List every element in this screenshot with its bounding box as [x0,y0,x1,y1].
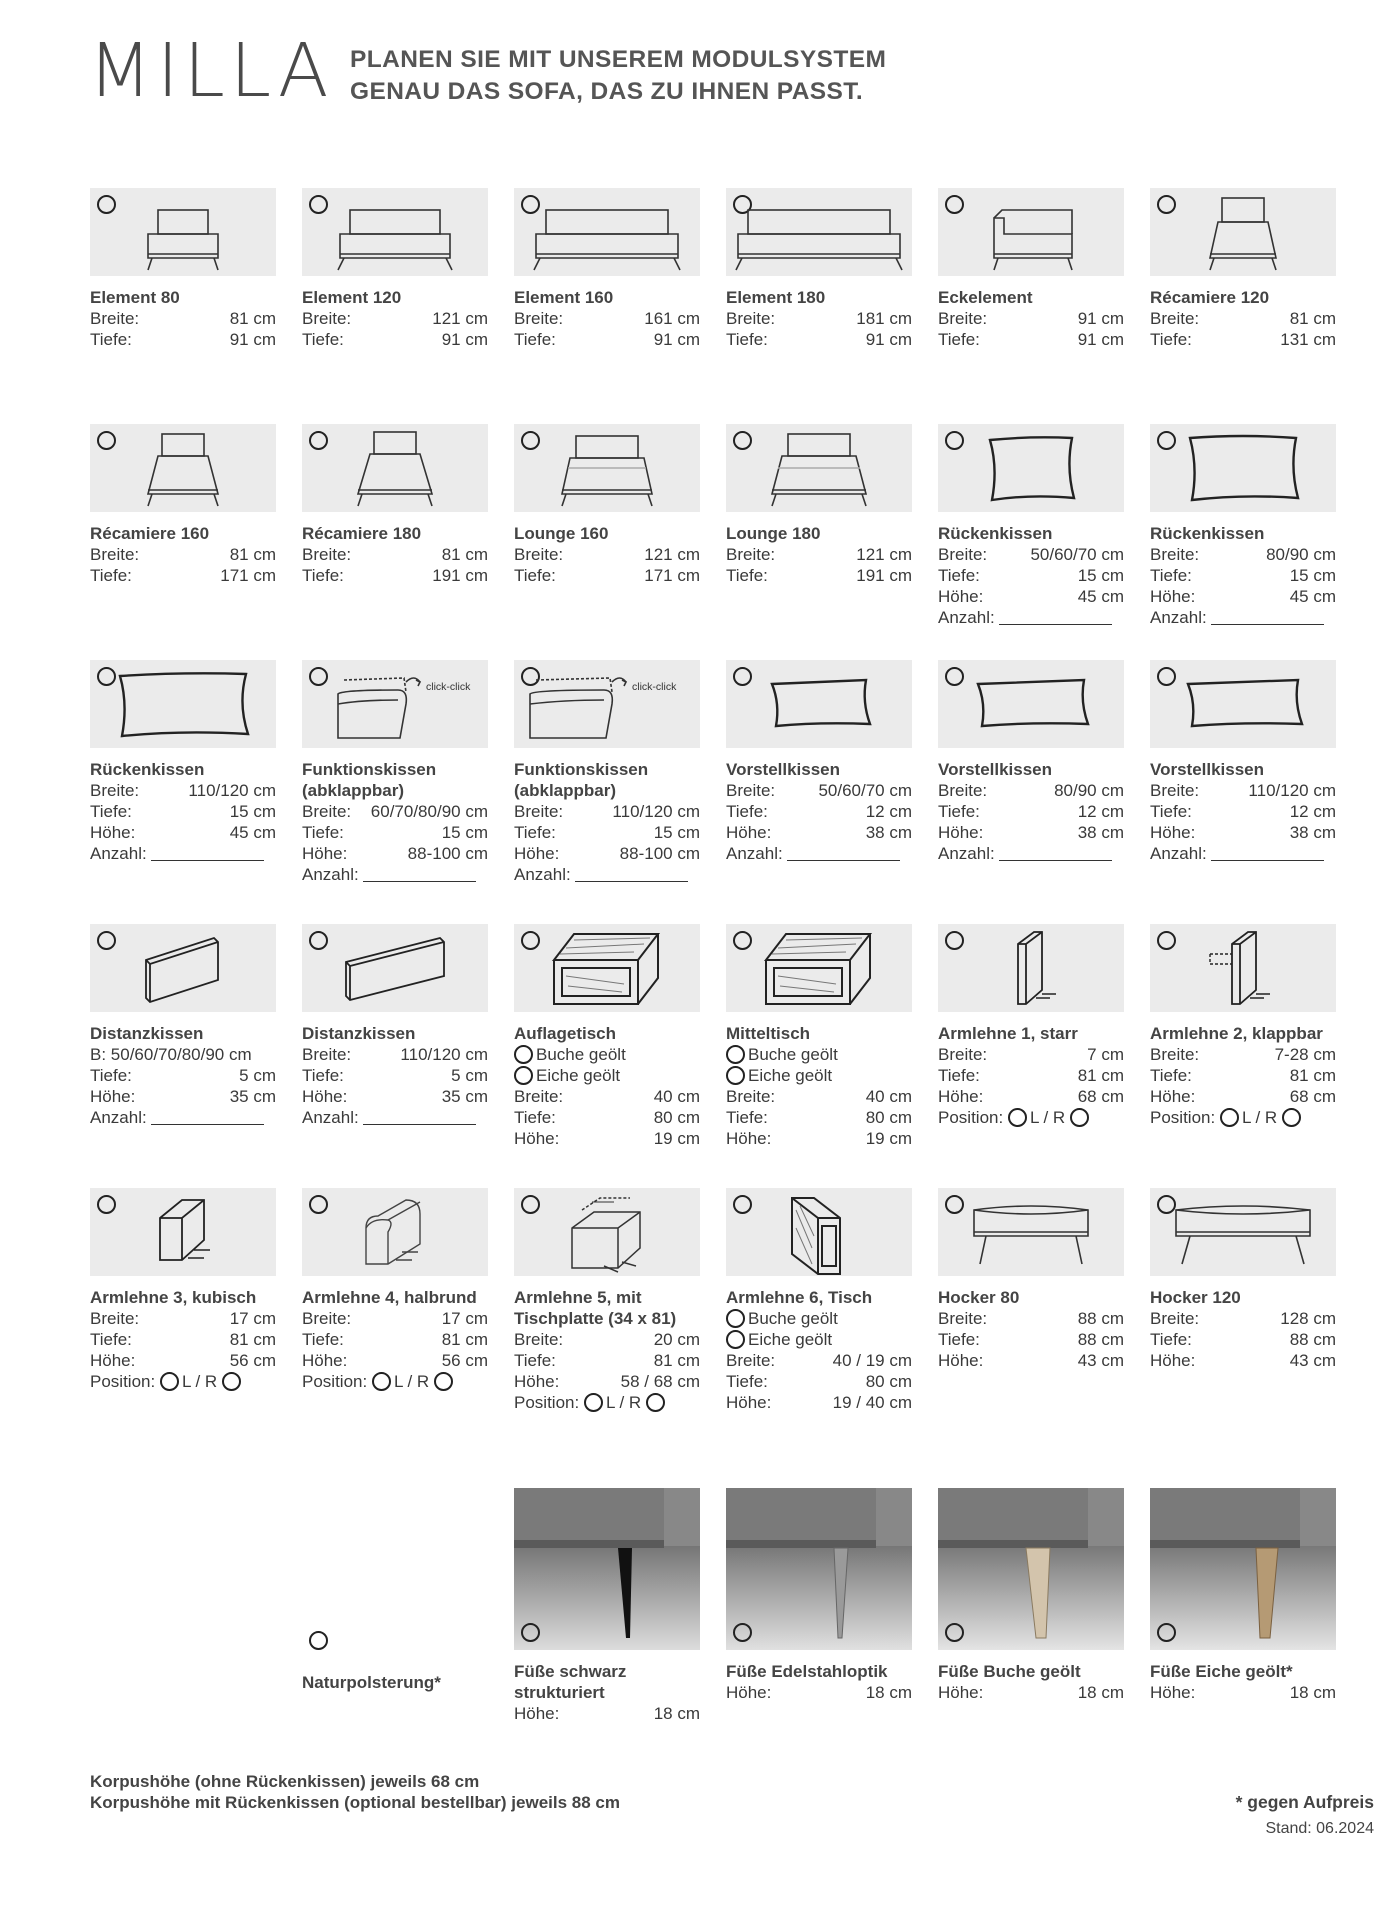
quantity-line[interactable] [787,845,900,861]
module-title: Armlehne 1, starr [938,1024,1078,1043]
surcharge-note: * gegen Aufpreis [1235,1792,1374,1812]
side-table-icon [514,924,700,1012]
tiefe-value: 91 cm [441,330,488,349]
tiefe-value: 80 cm [865,1108,912,1127]
hoehe-value: 45 cm [1289,587,1336,606]
hoehe-value: 56 cm [229,1351,276,1370]
tiefe-value: 191 cm [856,566,912,585]
hoehe-value: 19 cm [865,1129,912,1148]
breite-value: 60/70/80/90 cm [370,802,488,821]
tiefe-value: 12 cm [1289,802,1336,821]
module-title: Funktionskissen [514,760,649,779]
recamiere-icon [302,424,488,512]
module-title: Distanzkissen [90,1024,204,1043]
breite-value: 7-28 cm [1274,1045,1336,1064]
headline-line-2: GENAU DAS SOFA, DAS ZU IHNEN PASST. [350,78,864,105]
module-card: Eckelement Breite: 91 cm Tiefe: 91 cm [938,188,1124,350]
module-card: Auflagetisch Buche geölt Eiche geölt Breite: 40 cm Tiefe: 80 cm Höhe: 19 cm [514,924,700,1149]
hoehe-value: 35 cm [441,1087,488,1106]
tiefe-value: 5 cm [451,1066,488,1085]
module-card: Lounge 180 Breite: 121 cm Tiefe: 191 cm [726,424,912,586]
tiefe-value: 131 cm [1280,330,1336,349]
breite-value: 80/90 cm [1054,781,1124,800]
footer-note-1: Korpushöhe (ohne Rückenkissen) jeweils 68 cm [90,1772,480,1791]
tiefe-value: 15 cm [441,823,488,842]
armrest-cubic-icon [90,1188,276,1276]
module-title: Rückenkissen [1150,524,1265,543]
tiefe-value: 91 cm [1077,330,1124,349]
quantity-line[interactable] [1211,845,1324,861]
position-left-radio[interactable] [1220,1108,1239,1127]
quantity-line[interactable] [363,866,476,882]
tiefe-value: 15 cm [653,823,700,842]
breite-value: 121 cm [644,545,700,564]
module-card: Rückenkissen Breite: 50/60/70 cm Tiefe: 15 cm Höhe: 45 cm Anzahl: [938,424,1124,628]
feet-select-radio[interactable] [733,1623,752,1642]
breite-value: 17 cm [229,1309,276,1328]
spacer-cushion-icon [302,924,488,1012]
option-buche-radio[interactable] [726,1045,745,1064]
hoehe-value: 35 cm [229,1087,276,1106]
module-title: Element 80 [90,288,180,307]
page-headline [350,44,886,108]
position-left-radio[interactable] [372,1372,391,1391]
breite-value: 81 cm [229,545,276,564]
module-title: Element 160 [514,288,614,307]
breite-value: 20 cm [653,1330,700,1349]
stool-icon [938,1188,1124,1276]
recamiere-icon [1150,188,1336,276]
tiefe-value: 81 cm [229,1330,276,1349]
module-card: Element 180 Breite: 181 cm Tiefe: 91 cm [726,188,912,350]
module-title: Armlehne 3, kubisch [90,1288,257,1307]
armrest-shelf-icon [726,1188,912,1276]
option-eiche-radio[interactable] [726,1330,745,1349]
module-title: Eckelement [938,288,1033,307]
breite-value: 121 cm [432,309,488,328]
cushion-icon [90,660,276,748]
hoehe-value: 38 cm [865,823,912,842]
tiefe-value: 88 cm [1289,1330,1336,1349]
milla-logo: MILLA [88,28,334,114]
module-title: Vorstellkissen [726,760,841,779]
quantity-line[interactable] [151,845,264,861]
breite-value: 50/60/70/80/90 cm [110,1045,252,1064]
tiefe-value: 12 cm [1077,802,1124,821]
hoehe-value: 56 cm [441,1351,488,1370]
sofa-element-icon [302,188,488,276]
spacer-cushion-icon [90,924,276,1012]
hoehe-value: 88-100 cm [619,844,700,863]
position-left-radio[interactable] [584,1393,603,1412]
function-cushion-icon [514,660,700,748]
hoehe-value: 38 cm [1289,823,1336,842]
module-title: Funktionskissen [302,760,437,779]
breite-value: 81 cm [1289,309,1336,328]
module-card: Element 160 Breite: 161 cm Tiefe: 91 cm [514,188,700,350]
tiefe-value: 81 cm [1077,1066,1124,1085]
module-card: Récamiere 160 Breite: 81 cm Tiefe: 171 cm [90,424,276,586]
naturpolsterung-label: Naturpolsterung* [302,1673,441,1692]
tiefe-value: 171 cm [644,566,700,585]
tiefe-value: 81 cm [1289,1066,1336,1085]
position-right-radio[interactable] [434,1372,453,1391]
hoehe-value: 18 cm [653,1704,700,1723]
breite-value: 88 cm [1077,1309,1124,1328]
module-title: Distanzkissen [302,1024,416,1043]
hoehe-value: 18 cm [1289,1683,1336,1702]
quantity-line[interactable] [575,866,688,882]
module-title: Hocker 120 [1150,1288,1241,1307]
function-cushion-icon [302,660,488,748]
hoehe-value: 38 cm [1077,823,1124,842]
feet-select-radio[interactable] [521,1623,540,1642]
hoehe-value: 19 cm [653,1129,700,1148]
breite-value: 40 / 19 cm [832,1351,912,1370]
breite-value: 121 cm [856,545,912,564]
tiefe-value: 15 cm [229,802,276,821]
tiefe-value: 5 cm [239,1066,276,1085]
feet-photo-beech [938,1488,1124,1650]
breite-value: 110/120 cm [612,802,700,821]
module-card: Armlehne 5, mit Tischplatte (34 x 81) Breite: 20 cm Tiefe: 81 cm Höhe: 58 / 68 cm Position: L / R [514,1188,700,1413]
tiefe-value: 91 cm [865,330,912,349]
module-card: Hocker 120 Breite: 128 cm Tiefe: 88 cm Höhe: 43 cm [1150,1188,1336,1371]
module-card: Element 80 Breite: 81 cm Tiefe: 91 cm [90,188,276,350]
breite-value: 50/60/70 cm [1030,545,1124,564]
tiefe-value: 15 cm [1077,566,1124,585]
module-card: Mitteltisch Buche geölt Eiche geölt Breite: 40 cm Tiefe: 80 cm Höhe: 19 cm [726,924,912,1149]
position-right-radio[interactable] [1282,1108,1301,1127]
position-right-radio[interactable] [1070,1108,1089,1127]
module-subtitle: (abklappbar) [514,781,617,800]
hoehe-value: 18 cm [1077,1683,1124,1702]
stool-icon [1150,1188,1336,1276]
module-title: Récamiere 180 [302,524,422,543]
tiefe-value: 88 cm [1077,1330,1124,1349]
armrest-table-icon [514,1188,700,1276]
quantity-line[interactable] [363,1109,476,1125]
feet-card: Füße Buche geölt Höhe: 18 cm [938,1662,1124,1702]
module-card: Vorstellkissen Breite: 50/60/70 cm Tiefe: 12 cm Höhe: 38 cm Anzahl: [726,660,912,864]
feet-card: Füße schwarz strukturiert Höhe: 18 cm [514,1662,700,1723]
armrest-folding-icon [1150,924,1336,1012]
quantity-line[interactable] [151,1109,264,1125]
tiefe-value: 80 cm [865,1372,912,1391]
breite-value: 80/90 cm [1266,545,1336,564]
front-cushion-icon [726,660,912,748]
module-card: Distanzkissen B: 50/60/70/80/90 cm Tiefe: 5 cm Höhe: 35 cm Anzahl: [90,924,276,1128]
tiefe-value: 191 cm [432,566,488,585]
module-title: Vorstellkissen [1150,760,1265,779]
click-click-label: click-click [426,681,471,693]
hoehe-value: 18 cm [865,1683,912,1702]
module-card: Récamiere 180 Breite: 81 cm Tiefe: 191 cm [302,424,488,586]
module-subtitle: (abklappbar) [302,781,405,800]
module-card: Armlehne 6, Tisch Buche geölt Eiche geölt Breite: 40 / 19 cm Tiefe: 80 cm Höhe: 19 / 40 cm [726,1188,912,1413]
footer-note-2: Korpushöhe mit Rückenkissen (optional bestellbar) jeweils 88 cm [90,1793,620,1812]
option-buche-radio[interactable] [514,1045,533,1064]
click-click-label: click-click [632,681,677,693]
module-card: Armlehne 4, halbrund Breite: 17 cm Tiefe: 81 cm Höhe: 56 cm Position: L / R [302,1188,488,1392]
hoehe-value: 43 cm [1077,1351,1124,1370]
breite-value: 161 cm [644,309,700,328]
front-cushion-icon [938,660,1124,748]
quantity-line[interactable] [1211,609,1324,625]
module-card: Armlehne 3, kubisch Breite: 17 cm Tiefe: 81 cm Höhe: 56 cm Position: L / R [90,1188,276,1392]
module-title: Mitteltisch [726,1024,811,1043]
sofa-element-icon [726,188,912,276]
module-card: Vorstellkissen Breite: 110/120 cm Tiefe: 12 cm Höhe: 38 cm Anzahl: [1150,660,1336,864]
breite-value: 40 cm [653,1087,700,1106]
tiefe-value: 12 cm [865,802,912,821]
option-eiche-radio[interactable] [726,1066,745,1085]
feet-card: Füße Edelstahloptik Höhe: 18 cm [726,1662,912,1702]
module-card: click-click Funktionskissen (abklappbar) Breite: 110/120 cm Tiefe: 15 cm Höhe: 88-100 cm Anzahl: [514,660,700,885]
breite-value: 128 cm [1280,1309,1336,1328]
tiefe-value: 81 cm [441,1330,488,1349]
feet-card: Füße Eiche geölt* Höhe: 18 cm [1150,1662,1336,1702]
tiefe-value: 80 cm [653,1108,700,1127]
module-card: Vorstellkissen Breite: 80/90 cm Tiefe: 12 cm Höhe: 38 cm Anzahl: [938,660,1124,864]
breite-value: 7 cm [1087,1045,1124,1064]
feet-select-radio[interactable] [945,1623,964,1642]
middle-table-icon [726,924,912,1012]
position-right-radio[interactable] [646,1393,665,1412]
breite-value: 81 cm [441,545,488,564]
cushion-icon [1150,424,1336,512]
breite-value: 110/120 cm [400,1045,488,1064]
module-card: Armlehne 2, klappbar Breite: 7-28 cm Tiefe: 81 cm Höhe: 68 cm Position: L / R [1150,924,1336,1128]
feet-title: Füße Buche geölt [938,1662,1081,1681]
module-subtitle: Tischplatte (34 x 81) [514,1309,677,1328]
module-title: Rückenkissen [938,524,1053,543]
tiefe-value: 15 cm [1289,566,1336,585]
breite-value: 50/60/70 cm [818,781,912,800]
feet-photo-oak [1150,1488,1336,1650]
module-title: Armlehne 6, Tisch [726,1288,873,1307]
footer-notes [90,1771,620,1813]
breite-value: 181 cm [856,309,912,328]
position-left-radio[interactable] [160,1372,179,1391]
recamiere-icon [90,424,276,512]
naturpolsterung-radio[interactable] [309,1631,328,1650]
hoehe-value: 68 cm [1289,1087,1336,1106]
sofa-element-icon [514,188,700,276]
module-title: Armlehne 2, klappbar [1150,1024,1323,1043]
front-cushion-icon [1150,660,1336,748]
module-card: Distanzkissen Breite: 110/120 cm Tiefe: 5 cm Höhe: 35 cm Anzahl: [302,924,488,1128]
armrest-round-icon [302,1188,488,1276]
feet-photo-steel [726,1488,912,1650]
module-title: Armlehne 5, mit [514,1288,642,1307]
tiefe-value: 91 cm [653,330,700,349]
breite-value: 91 cm [1077,309,1124,328]
cushion-icon [938,424,1124,512]
lounge-icon [514,424,700,512]
module-title: Récamiere 120 [1150,288,1270,307]
module-card: Armlehne 1, starr Breite: 7 cm Tiefe: 81 cm Höhe: 68 cm Position: L / R [938,924,1124,1128]
module-card: Element 120 Breite: 121 cm Tiefe: 91 cm [302,188,488,350]
tiefe-value: 81 cm [653,1351,700,1370]
hoehe-value: 88-100 cm [407,844,488,863]
option-buche-radio[interactable] [726,1309,745,1328]
module-card: Rückenkissen Breite: 80/90 cm Tiefe: 15 cm Höhe: 45 cm Anzahl: [1150,424,1336,628]
option-eiche-radio[interactable] [514,1066,533,1085]
armrest-fixed-icon [938,924,1124,1012]
module-title: Vorstellkissen [938,760,1053,779]
module-title: Element 120 [302,288,402,307]
module-card: Récamiere 120 Breite: 81 cm Tiefe: 131 cm [1150,188,1336,350]
position-right-radio[interactable] [222,1372,241,1391]
headline-line-1: PLANEN SIE MIT UNSEREM MODULSYSTEM [350,46,887,73]
feet-title: Füße Eiche geölt* [1150,1662,1293,1681]
breite-value: 40 cm [865,1087,912,1106]
hoehe-value: 45 cm [1077,587,1124,606]
breite-value: 110/120 cm [188,781,276,800]
hoehe-value: 19 / 40 cm [832,1393,912,1412]
module-title: Hocker 80 [938,1288,1020,1307]
hoehe-value: 45 cm [229,823,276,842]
feet-photo-black [514,1488,700,1650]
corner-element-icon [938,188,1124,276]
module-title: Armlehne 4, halbrund [302,1288,477,1307]
module-title: Lounge 180 [726,524,821,543]
feet-select-radio[interactable] [1157,1623,1176,1642]
stand-date: Stand: 06.2024 [1265,1820,1374,1837]
tiefe-value: 171 cm [220,566,276,585]
module-title: Lounge 160 [514,524,609,543]
feet-subtitle: strukturiert [514,1683,605,1702]
breite-value: 17 cm [441,1309,488,1328]
tiefe-value: 91 cm [229,330,276,349]
breite-value: 81 cm [229,309,276,328]
sofa-element-icon [90,188,276,276]
breite-value: 110/120 cm [1248,781,1336,800]
quantity-line[interactable] [999,845,1112,861]
module-card: click-click Funktionskissen (abklappbar) Breite: 60/70/80/90 cm Tiefe: 15 cm Höhe: 88-100 cm Anzahl: [302,660,488,885]
feet-title: Füße Edelstahloptik [726,1662,888,1681]
feet-title: Füße schwarz [514,1662,627,1681]
hoehe-value: 58 / 68 cm [620,1372,700,1391]
module-title: Auflagetisch [514,1024,617,1043]
module-card: Rückenkissen Breite: 110/120 cm Tiefe: 15 cm Höhe: 45 cm Anzahl: [90,660,276,864]
hoehe-value: 43 cm [1289,1351,1336,1370]
position-left-radio[interactable] [1008,1108,1027,1127]
module-card: Hocker 80 Breite: 88 cm Tiefe: 88 cm Höhe: 43 cm [938,1188,1124,1371]
module-title: Element 180 [726,288,826,307]
quantity-line[interactable] [999,609,1112,625]
module-title: Rückenkissen [90,760,205,779]
module-card: Lounge 160 Breite: 121 cm Tiefe: 171 cm [514,424,700,586]
hoehe-value: 68 cm [1077,1087,1124,1106]
module-title: Récamiere 160 [90,524,210,543]
lounge-icon [726,424,912,512]
